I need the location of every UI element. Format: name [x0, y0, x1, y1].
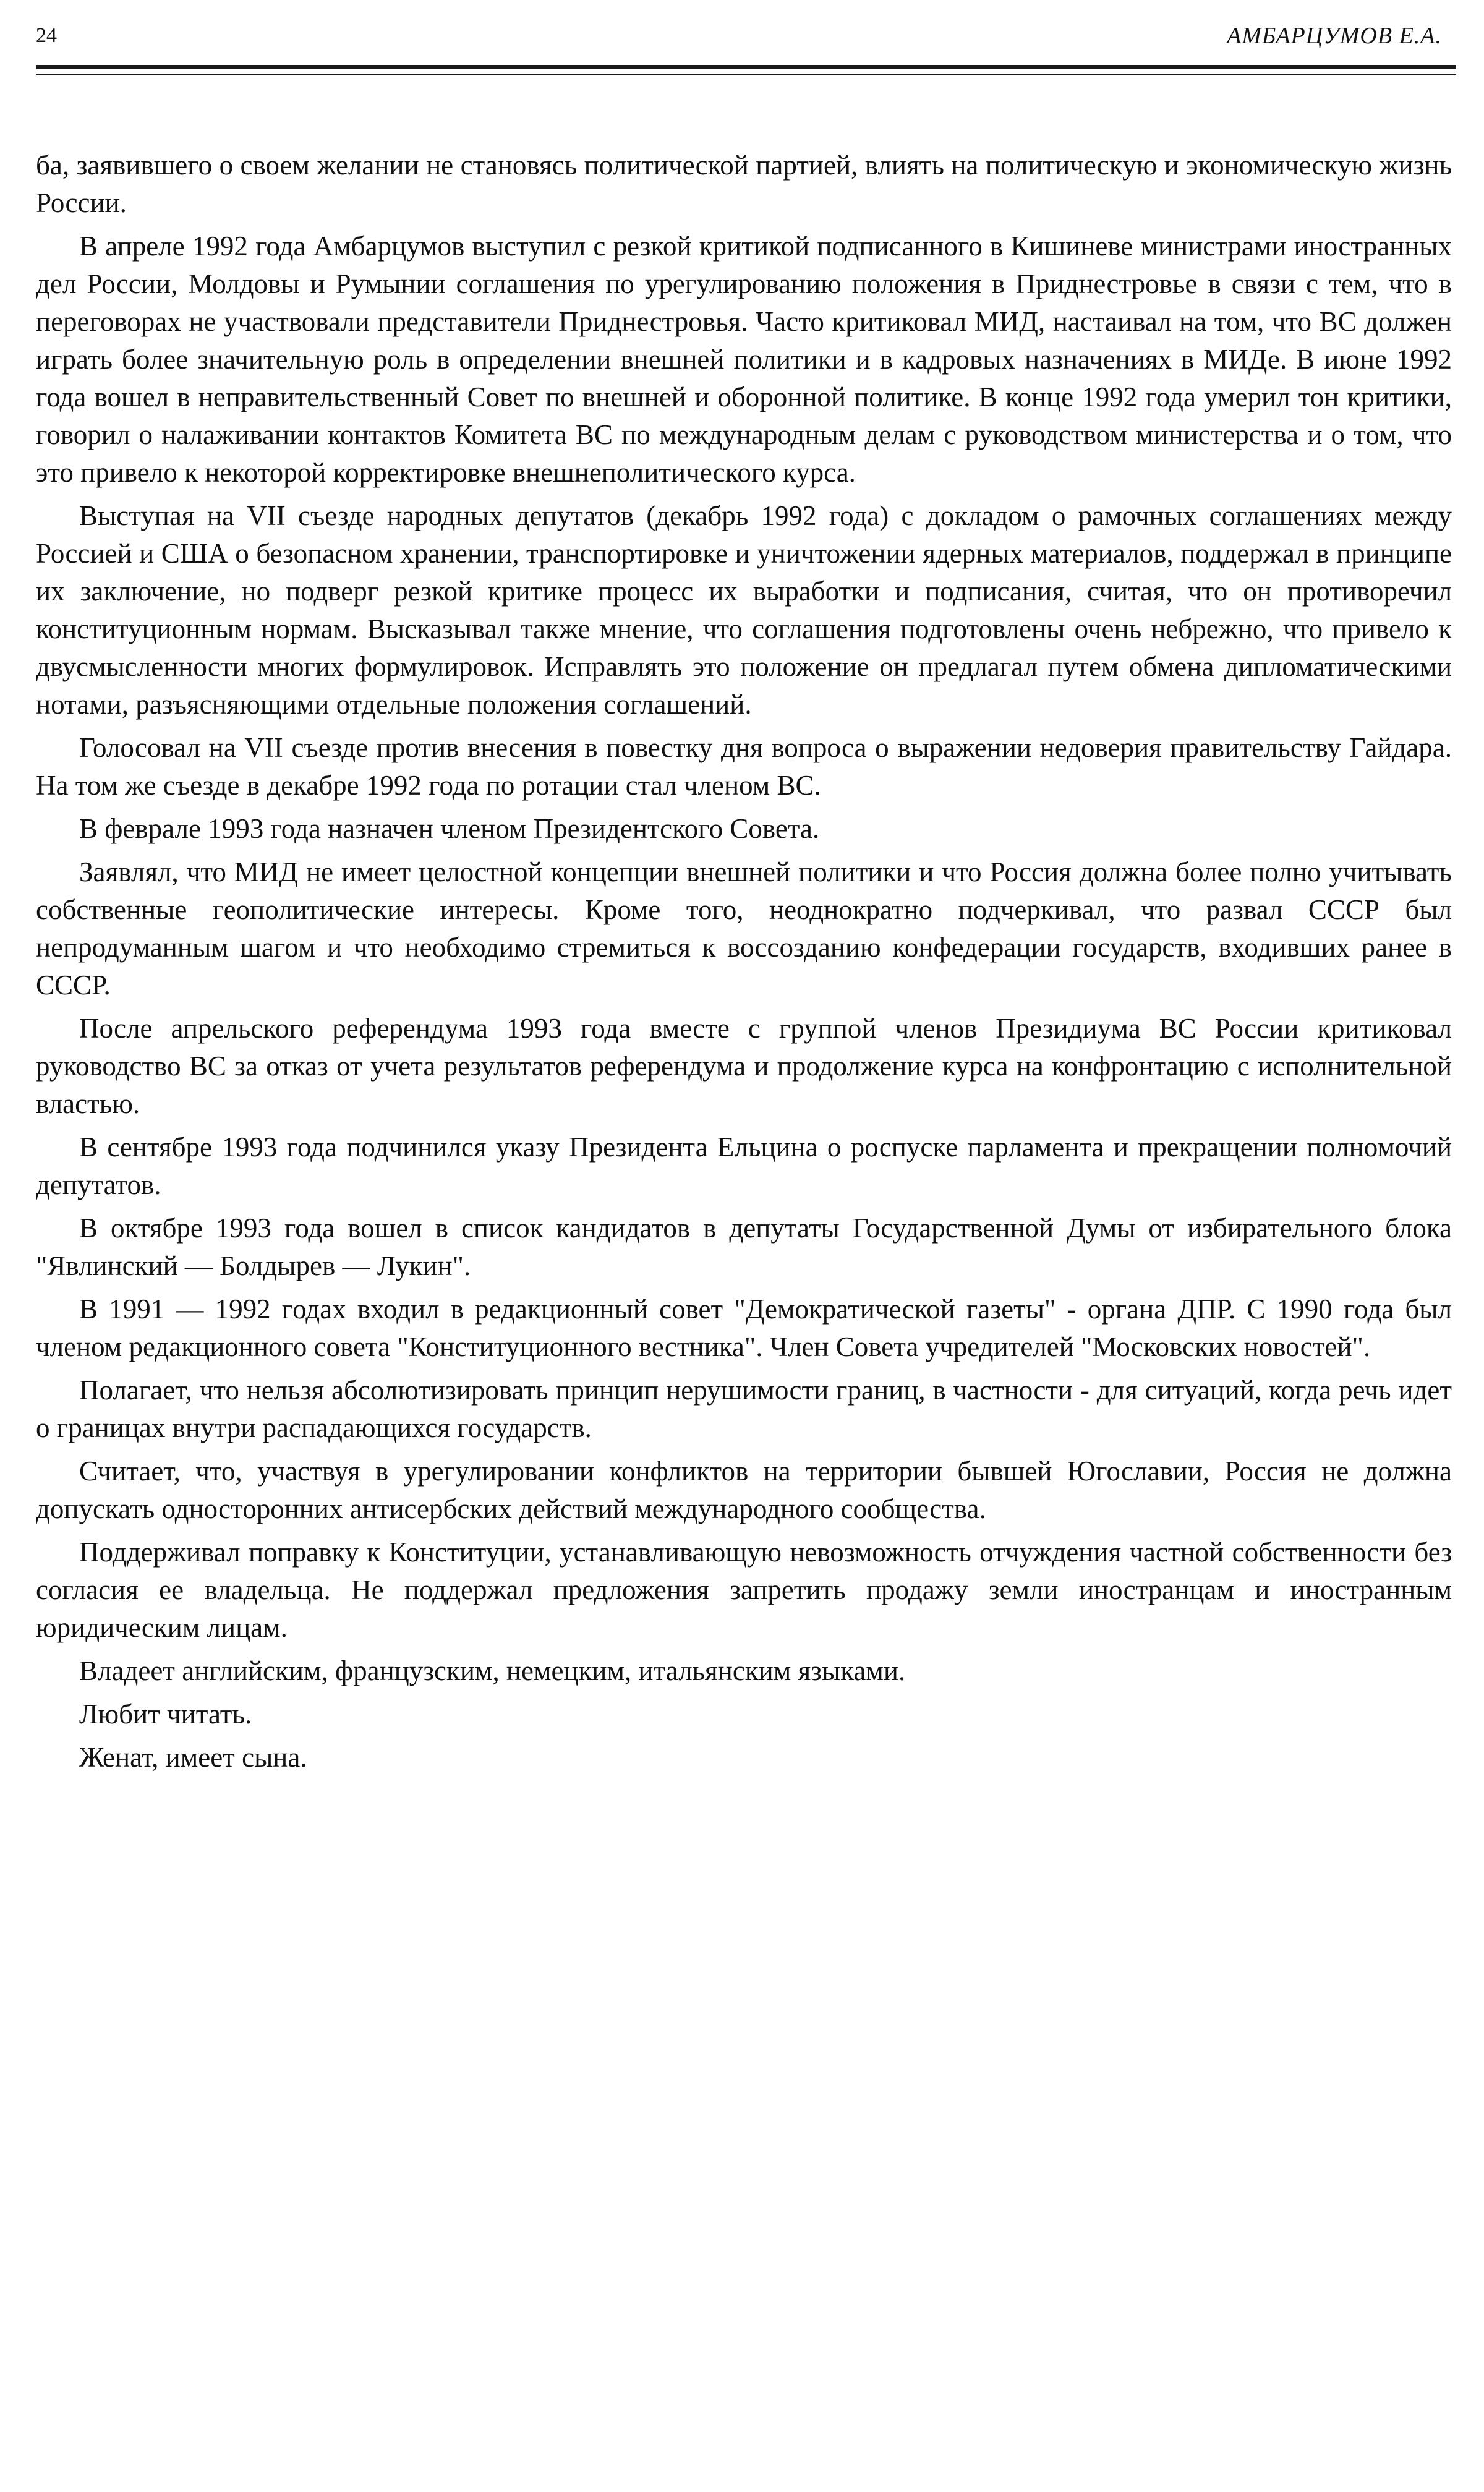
running-head: АМБАРЦУМОВ Е.А.: [1227, 23, 1442, 49]
paragraph: В сентябре 1993 года подчинился указу Президента Ельцина о роспуске парламента и прекращении полномочий депутатов.: [36, 1132, 1452, 1200]
page-number: 24: [36, 24, 57, 47]
paragraph: Считает, что, участвуя в урегулировании конфликтов на территории бывшей Югославии, Россия не должна допускать односторонних антисербских действий международного сообщества.: [36, 1456, 1452, 1524]
paragraph: Владеет английским, французским, немецким, итальянским языками.: [79, 1655, 906, 1686]
paragraph: В 1991 — 1992 годах входил в редакционный совет "Демократической газеты" - органа ДПР. С 1990 года был членом редакционного совета "Конституционного вестника". Член Совета учредителей "Московских новостей".: [36, 1294, 1452, 1362]
paragraph: Голосовал на VII съезде против внесения в повестку дня вопроса о выражении недоверия правительству Гайдара. На том же съезде в декабре 1992 года по ротации стал членом ВС.: [36, 732, 1452, 801]
body-text: [36, 147, 1452, 1782]
paragraph: В апреле 1992 года Амбарцумов выступил с резкой критикой подписанного в Кишиневе министрами иностранных дел России, Молдовы и Румынии соглашения по урегулированию положения в Приднестровье в связи с тем, что в переговорах не участвовали представители Приднестровья. Часто критиковал МИД, настаивал на том, что ВС должен играть более значительную роль в определении внешней политики и в кадровых назначениях в МИДе. В июне 1992 года вошел в неправительственный Совет по внешней и оборонной политике. В конце 1992 года умерил тон критики, говорил о налаживании контактов Комитета ВС по международным делам с руководством министерства и о том, что это привело к некоторой корректировке внешнеполитического курса.: [36, 231, 1452, 488]
paragraph: После апрельского референдума 1993 года вместе с группой членов Президиума ВС России критиковал руководство ВС за отказ от учета результатов референдума и продолжение курса на конфронтацию с исполнительной властью.: [36, 1013, 1452, 1119]
paragraph: Поддерживал поправку к Конституции, устанавливающую невозможность отчуждения частной собственности без согласия ее владельца. Не поддержал предложения запретить продажу земли иностранцам и иностранным юридическим лицам.: [36, 1537, 1452, 1643]
paragraph: Заявлял, что МИД не имеет целостной концепции внешней политики и что Россия должна более полно учитывать собственные геополитические интересы. Кроме того, неоднократно подчеркивал, что развал СССР был непродуманным шагом и что необходимо стремиться к воссозданию конфедерации государств, входивших ранее в СССР.: [36, 856, 1452, 1001]
paragraph: Выступая на VII съезде народных депутатов (декабрь 1992 года) с докладом о рамочных соглашениях между Россией и США о безопасном хранении, транспортировке и уничтожении ядерных материалов, поддержал в принципе их заключение, но подверг резкой критике процесс их выработки и подписания, считая, что он противоречил конституционным нормам. Высказывал также мнение, что соглашения подготовлены очень небрежно, что привело к двусмысленности многих формулировок. Исправлять это положение он предлагал путем обмена дипломатическими нотами, разъясняющими отдельные положения соглашений.: [36, 500, 1452, 720]
header-rule-thick: [36, 65, 1456, 69]
header-rule-thin: [36, 74, 1456, 75]
paragraph: ба, заявившего о своем желании не становясь политической партией, влиять на политическую и экономическую жизнь России.: [36, 150, 1452, 218]
paragraph: Женат, имеет сына.: [79, 1742, 307, 1773]
paragraph: В октябре 1993 года вошел в список кандидатов в депутаты Государственной Думы от избирательного блока "Явлинский — Болдырев — Лукин".: [36, 1213, 1452, 1281]
paragraph: В феврале 1993 года назначен членом Президентского Совета.: [79, 813, 820, 844]
paragraph: Полагает, что нельзя абсолютизировать принцип нерушимости границ, в частности - для ситуаций, когда речь идет о границах внутри распадающихся государств.: [36, 1375, 1452, 1443]
paragraph: Любит читать.: [79, 1699, 252, 1730]
